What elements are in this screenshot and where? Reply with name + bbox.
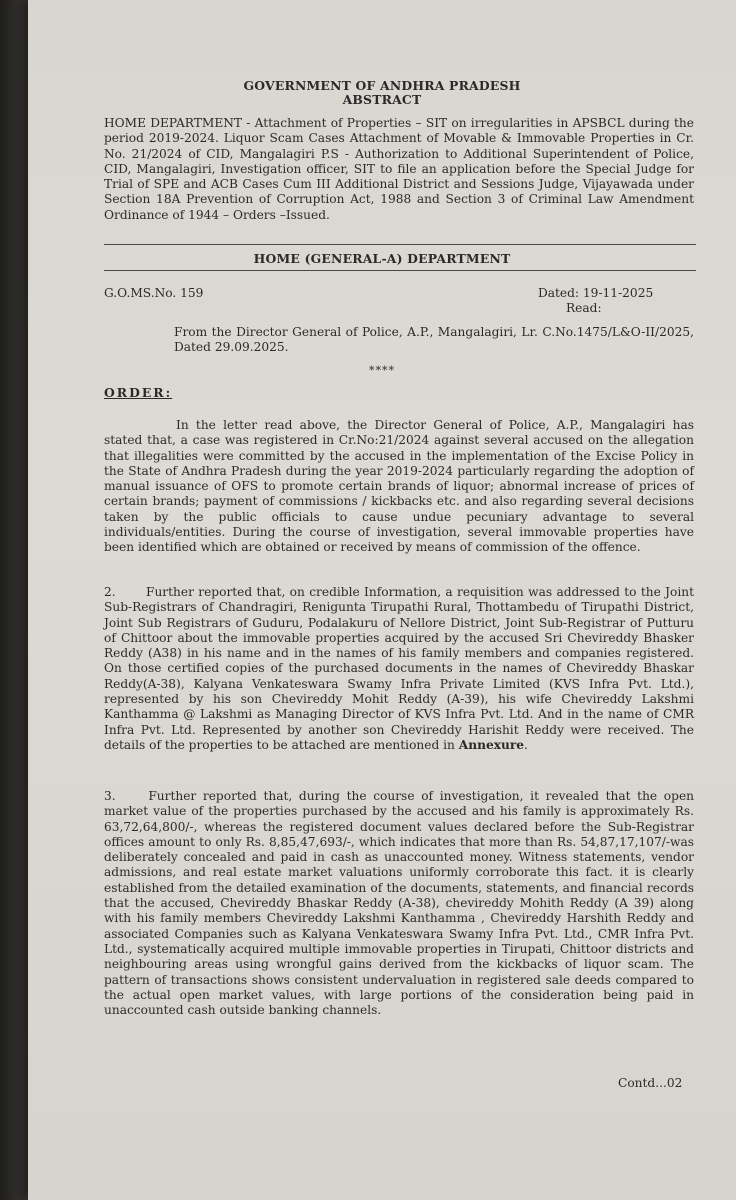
read-label: Read: xyxy=(566,301,602,316)
rule-top xyxy=(104,244,696,245)
annexure-reference: Annexure xyxy=(458,737,525,752)
dated-value: Dated: 19-11-2025 xyxy=(538,286,654,300)
reference-text: From the Director General of Police, A.P., Mangalagiri, Lr. C.No.1475/L&O-II/2025, Dated 29.09.2025. xyxy=(174,325,694,355)
abstract-text: HOME DEPARTMENT - Attachment of Properties – SIT on irregularities in APSBCL during the period 2019-2024. Liquor Scam Cases Attachment of Movable & Immovable Properties in Cr. No. 21/2024 of CID, Mangalagiri P.S - Authorization to Additional Superintendent of Police, CID, Mangalagiri, Investigation officer, SIT to file an application before the Special Judge for Trial of SPE and ACB Cases Cum III Additional District and Sessions Judge, Vijayawada under Section 18A Prevention of Corruption Act, 1988 and Section 3 of Criminal Law Amendment Ordinance of 1944 – Orders –Issued. xyxy=(104,116,694,222)
paragraph-2-end: . xyxy=(524,737,528,752)
paragraph-1: In the letter read above, the Director General of Police, A.P., Mangalagiri has stated that, a case was registered in Cr.No:21/2024 against several accused on the allegation that illegalities were committed by the accused in the implementation of the Excise Policy in the State of Andhra Pradesh during the year 2019-2024 particularly regarding the adoption of manual issuance of OFS to promote certain brands of liquor; abnormal increase of prices of certain brands; payment of commissions / kickbacks etc. and also regarding several decisions taken by the public officials to cause undue pecuniary advantage to several individuals/entities. During the course of investigation, several immovable properties have been identified which are obtained or received by means of commission of the offence. xyxy=(104,418,694,555)
dated-block xyxy=(538,286,653,317)
go-number: G.O.MS.No. 159 xyxy=(104,286,204,300)
department-title: HOME (GENERAL-A) DEPARTMENT xyxy=(253,251,511,266)
abstract-title: ABSTRACT xyxy=(342,92,422,107)
order-heading: ORDER: xyxy=(104,385,173,400)
photo-background-edge xyxy=(0,0,28,1200)
paragraph-3-text: Further reported that, during the course of investigation, it revealed that the open market value of the properties purchased by the accused and his family is approximately Rs. 63,72,64,800/-, whereas the registered document values declared before the Sub-Registrar offices amount to only Rs. 8,85,47,693/-, which indicates that more than Rs. 54,87,17,107/-was deliberately concealed and paid in cash as unaccounted money. Witness statements, vendor admissions, and real estate market valuations uniformly corroborate this fact. it is clearly established from the detailed examination of the documents, statements, and financial records that the accused, Chevireddy Bhaskar Reddy (A-38), chevireddy Mohith Reddy (A 39) along with his family members Chevireddy Lakshmi Kanthamma , Chevireddy Harshith Reddy and associated Companies such as Kalyana Venkateswara Swamy Infra Pvt. Ltd., CMR Infra Pvt. Ltd., systematically acquired multiple immovable properties in Tirupati, Chittoor districts and neighbouring areas using wrongful gains derived from the kickbacks of liquor scam. The pattern of transactions shows consistent undervaluation in registered sale deeds compared to the actual open market values, with large portions of the consideration being paid in unaccounted cash outside banking channels. xyxy=(104,789,695,1018)
paragraph-3-number: 3. xyxy=(104,789,116,803)
document-page xyxy=(28,0,736,1200)
paragraph-2 xyxy=(104,585,694,753)
continued-marker: Contd...02 xyxy=(618,1076,683,1090)
paragraph-3 xyxy=(104,789,694,1018)
paragraph-2-number: 2. xyxy=(104,585,116,599)
rule-bottom xyxy=(104,270,696,271)
paragraph-2-text: Further reported that, on credible Information, a requisition was addressed to the Joint Sub-Registrars of Chandragiri, Renigunta Tirupathi Rural, Thottambedu of Tirupathi District, Joint Sub Registrars of Guduru, Podalakuru of Nellore District, Joint Sub-Registrar of Putturu of Chittoor about the immovable properties acquired by the accused Sri Chevireddy Bhasker Reddy (A38) in his name and in the names of his family members and companies registered. On those certified copies of the purchased documents in the names of Chevireddy Bhaskar Reddy(A-38), Kalyana Venkateswara Swamy Infra Private Limited (KVS Infra Pvt. Ltd.), represented by his son Chevireddy Mohit Reddy (A-39), his wife Chevireddy Lakshmi Kanthamma @ Lakshmi as Managing Director of KVS Infra Pvt. Ltd. And in the name of CMR Infra Pvt. Ltd. Represented by another son Chevireddy Harishit Reddy were received. The details of the properties to be attached are mentioned in xyxy=(104,585,695,752)
government-title: GOVERNMENT OF ANDHRA PRADESH xyxy=(243,78,521,93)
separator-stars: **** xyxy=(369,364,395,377)
